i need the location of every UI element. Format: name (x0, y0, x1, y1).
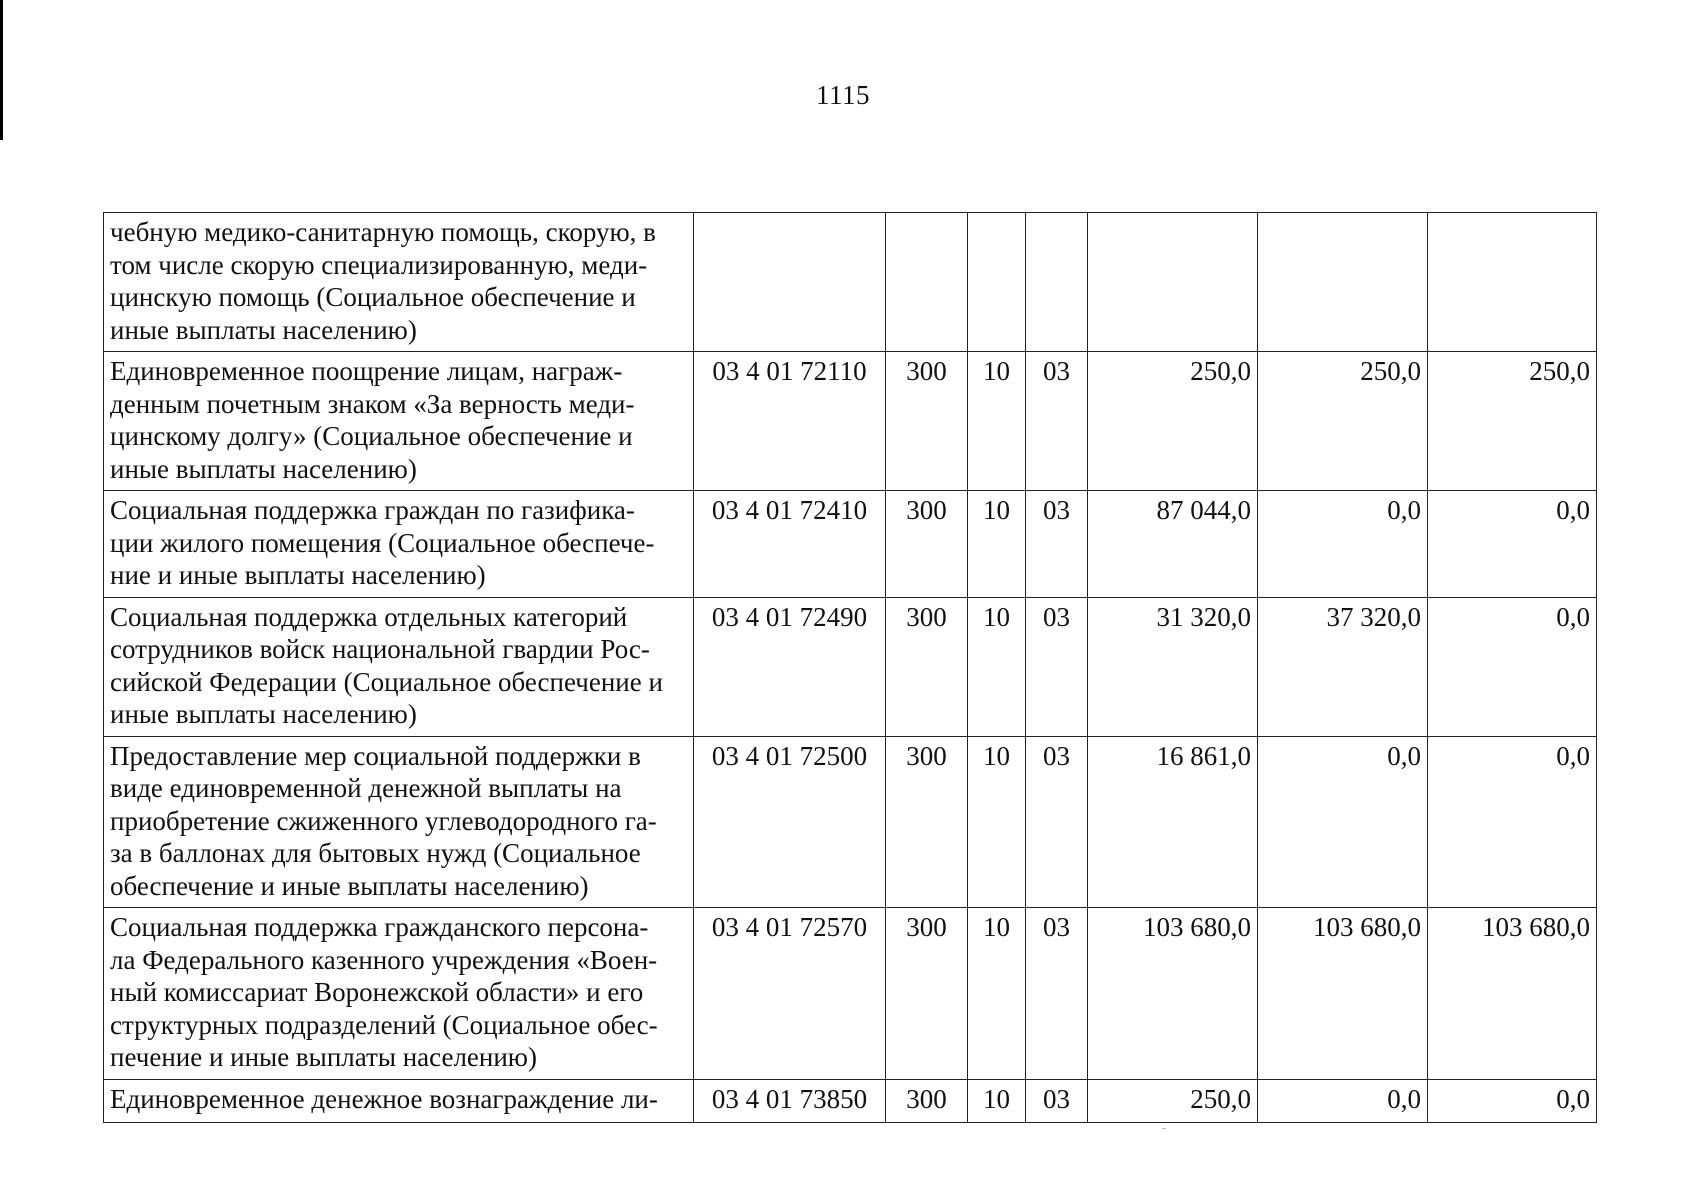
description-line: Социальная поддержка гражданского персона- (110, 912, 649, 942)
amount-year-3: 0,0 (1428, 597, 1597, 736)
amount-year-2 (1258, 213, 1428, 352)
description-line: сийской Федерации (Социальное обеспечение и (110, 666, 663, 697)
description-line: виде единовременной денежной выплаты на (110, 773, 622, 803)
description-line: структурных подразделений (Социальное обес- (110, 1009, 658, 1040)
target-article-code: 03 4 01 73850 (694, 1079, 886, 1122)
amount-year-2: 103 680,0 (1258, 908, 1428, 1080)
amount-year-2: 0,0 (1258, 736, 1428, 908)
amount-year-3: 0,0 (1428, 1079, 1597, 1122)
expense-type-code: 300 (886, 736, 968, 908)
section-code: 10 (968, 736, 1026, 908)
row-description (104, 352, 694, 491)
description-line: обеспечение и иные выплаты населению) (110, 870, 589, 901)
description-line: Единовременное поощрение лицам, награж- (110, 356, 623, 386)
description-line: том числе скорую специализированную, меди- (110, 249, 648, 280)
table-row (104, 491, 1597, 598)
amount-year-3: 0,0 (1428, 736, 1597, 908)
table-row (104, 736, 1597, 908)
amount-year-2: 0,0 (1258, 1079, 1428, 1122)
table-row (104, 352, 1597, 491)
row-description (104, 736, 694, 908)
scan-speck (1162, 1128, 1166, 1129)
description-line: Единовременное денежное вознаграждение ли- (110, 1083, 658, 1114)
description-line: ный комиссариат Воронежской области» и его (110, 977, 644, 1007)
description-line: печение и иные выплаты населению) (110, 1042, 537, 1072)
subsection-code: 03 (1026, 597, 1088, 736)
description-line: цинскому долгу» (Социальное обеспечение и (110, 421, 633, 451)
description-line: Социальная поддержка граждан по газифика- (110, 495, 635, 525)
section-code: 10 (968, 352, 1026, 491)
description-line: Предоставление мер социальной поддержки в (110, 740, 641, 771)
description-line: иные выплаты населению) (110, 453, 417, 484)
amount-year-1: 250,0 (1088, 352, 1258, 491)
budget-table (103, 212, 1597, 1123)
subsection-code: 03 (1026, 736, 1088, 908)
subsection-code: 03 (1026, 908, 1088, 1080)
subsection-code: 03 (1026, 491, 1088, 598)
expense-type-code: 300 (886, 352, 968, 491)
target-article-code: 03 4 01 72570 (694, 908, 886, 1080)
description-line: ние и иные выплаты населению) (110, 560, 486, 590)
subsection-code (1026, 213, 1088, 352)
amount-year-2: 37 320,0 (1258, 597, 1428, 736)
target-article-code: 03 4 01 72110 (694, 352, 886, 491)
page-number: 1115 (816, 80, 870, 110)
subsection-code: 03 (1026, 1079, 1088, 1122)
description-line: за в баллонах для бытовых нужд (Социальное (110, 838, 641, 868)
expense-type-code: 300 (886, 491, 968, 598)
section-code: 10 (968, 491, 1026, 598)
row-description (104, 908, 694, 1080)
scan-edge-mark (0, 0, 3, 140)
description-line: иные выплаты населению) (110, 699, 417, 729)
description-line: чебную медико-санитарную помощь, скорую, в (110, 217, 656, 247)
table-row (104, 1079, 1597, 1122)
amount-year-3: 0,0 (1428, 491, 1597, 598)
amount-year-1 (1088, 213, 1258, 352)
amount-year-1: 87 044,0 (1088, 491, 1258, 598)
amount-year-3: 103 680,0 (1428, 908, 1597, 1080)
expense-type-code: 300 (886, 597, 968, 736)
subsection-code: 03 (1026, 352, 1088, 491)
target-article-code (694, 213, 886, 352)
section-code: 10 (968, 1079, 1026, 1122)
amount-year-3: 250,0 (1428, 352, 1597, 491)
description-line: приобретение сжиженного углеводородного га- (110, 805, 657, 836)
table-row (104, 908, 1597, 1080)
amount-year-2: 0,0 (1258, 491, 1428, 598)
expense-type-code (886, 213, 968, 352)
section-code: 10 (968, 908, 1026, 1080)
amount-year-1: 31 320,0 (1088, 597, 1258, 736)
amount-year-2: 250,0 (1258, 352, 1428, 491)
amount-year-3 (1428, 213, 1597, 352)
table-row (104, 597, 1597, 736)
row-description (104, 491, 694, 598)
description-line: иные выплаты населению) (110, 314, 417, 345)
description-line: денным почетным знаком «За верность меди- (110, 388, 635, 419)
section-code (968, 213, 1026, 352)
amount-year-1: 250,0 (1088, 1079, 1258, 1122)
amount-year-1: 103 680,0 (1088, 908, 1258, 1080)
amount-year-1: 16 861,0 (1088, 736, 1258, 908)
description-line: ла Федерального казенного учреждения «Воен- (110, 944, 658, 975)
row-description (104, 1079, 694, 1122)
description-line: цинскую помощь (Социальное обеспечение и (110, 282, 636, 312)
table-row (104, 213, 1597, 352)
description-line: Социальная поддержка отдельных категорий (110, 601, 628, 632)
target-article-code: 03 4 01 72490 (694, 597, 886, 736)
description-line: ции жилого помещения (Социальное обеспече- (110, 527, 655, 558)
target-article-code: 03 4 01 72500 (694, 736, 886, 908)
row-description (104, 213, 694, 352)
target-article-code: 03 4 01 72410 (694, 491, 886, 598)
description-line: сотрудников войск национальной гвардии Рос- (110, 634, 650, 664)
row-description (104, 597, 694, 736)
expense-type-code: 300 (886, 908, 968, 1080)
section-code: 10 (968, 597, 1026, 736)
expense-type-code: 300 (886, 1079, 968, 1122)
